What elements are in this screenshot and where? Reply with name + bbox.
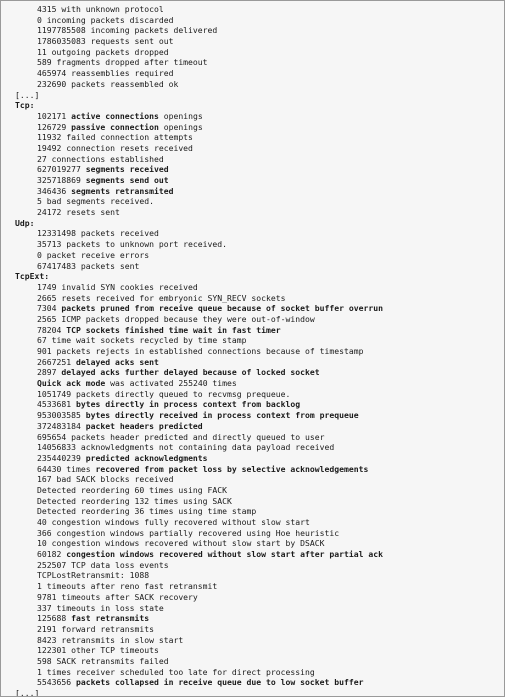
stat-line: 2191 forward retransmits	[37, 623, 154, 634]
stat-line: 2665 resets received for embryonic SYN_RECV sockets	[37, 292, 286, 303]
stat-prefix: 2667251	[37, 356, 76, 367]
stat-prefix: 627019277	[37, 164, 86, 175]
stat-line: 2565 ICMP packets dropped because they were out-of-window	[37, 313, 315, 324]
stat-prefix: 126729	[37, 121, 72, 132]
stat-emphasis: predicted acknowledgments	[85, 452, 208, 463]
stat-line: 167 bad SACK blocks received	[37, 474, 174, 485]
stat-line: Detected reordering 36 times using time stamp	[37, 506, 257, 517]
stat-line: Detected reordering 132 times using SACK	[37, 495, 232, 506]
stat-line: 67417483 packets sent	[37, 260, 140, 271]
stat-suffix: openings	[158, 110, 203, 121]
stat-line	[15, 325, 498, 336]
stat-line: 19492 connection resets received	[37, 142, 193, 153]
stat-line	[15, 453, 498, 464]
stat-line: 9781 timeouts after SACK recovery	[37, 591, 198, 602]
stat-line: 337 timeouts in loss state	[37, 602, 164, 613]
stat-line: 0 packet receive errors	[37, 249, 150, 260]
stat-line: 366 congestion windows partially recovered using Hoe heuristic	[37, 527, 340, 538]
stat-emphasis: active connections	[71, 110, 159, 121]
stat-line: 589 fragments dropped after timeout	[37, 57, 208, 68]
stat-prefix: 4533681	[37, 399, 76, 410]
stat-prefix: 7304	[37, 303, 62, 314]
stat-emphasis: bytes directly in process context from backlog	[75, 399, 301, 410]
stat-line	[15, 357, 498, 368]
stat-line: 35713 packets to unknown port received.	[37, 239, 228, 250]
stat-line: Detected reordering 60 times using FACK	[37, 484, 228, 495]
stat-line	[15, 164, 498, 175]
stat-line: TCPLostRetransmit: 1088	[37, 570, 150, 581]
stat-line	[15, 613, 498, 624]
netstat-statistics-listing	[15, 4, 498, 697]
stat-line: 598 SACK retransmits failed	[37, 655, 169, 666]
stat-prefix: 60182	[37, 549, 67, 560]
stat-line	[15, 378, 498, 389]
stat-line	[15, 175, 498, 186]
stat-line	[15, 399, 498, 410]
stat-line: 11 outgoing packets dropped	[37, 46, 169, 57]
stat-line: 4315 with unknown protocol	[37, 4, 164, 14]
stat-line: 695654 packets header predicted and directly queued to user	[37, 431, 325, 442]
stat-suffix: openings	[158, 121, 203, 132]
stat-emphasis: passive connection	[71, 121, 159, 132]
stat-prefix: 2897	[37, 367, 62, 378]
stat-line: 1197785508 incoming packets delivered	[37, 25, 218, 36]
stat-line: 465974 reassemblies required	[37, 68, 174, 79]
stat-emphasis: packet headers predicted	[85, 420, 203, 431]
stat-prefix: 5543656	[37, 677, 76, 688]
stat-line	[15, 677, 498, 688]
stat-line: 40 congestion windows fully recovered without slow start	[37, 517, 310, 527]
stat-line: 5 bad segments received.	[37, 196, 154, 207]
stat-line: 27 connections established	[37, 153, 164, 164]
section-header: Tcp:	[15, 100, 35, 111]
stat-emphasis: congestion windows recovered without slow start after partial ack	[66, 549, 383, 560]
stat-line: 67 time wait sockets recycled by time stamp	[37, 335, 247, 346]
stat-prefix: 78204	[37, 324, 67, 335]
stat-emphasis: segments send out	[85, 175, 169, 185]
stat-prefix: 64430 times	[37, 463, 96, 474]
stat-line	[15, 122, 498, 133]
stat-emphasis: packets collapsed in receive queue due to low socket buffer	[75, 677, 364, 688]
stat-emphasis: segments received	[85, 164, 169, 175]
section-header: Udp:	[15, 217, 35, 228]
stat-line: 1 timeouts after reno fast retransmit	[37, 581, 218, 592]
section-header: TcpExt:	[15, 271, 50, 282]
stat-line: 122301 other TCP timeouts	[37, 645, 159, 656]
stat-line: 11932 failed connection attempts	[37, 132, 193, 143]
stat-emphasis: TCP sockets finished time wait in fast timer	[66, 324, 281, 335]
ellipsis-marker: [...]	[15, 89, 40, 100]
stat-line	[15, 111, 498, 122]
stat-emphasis: bytes directly received in process context from prequeue	[85, 410, 359, 421]
stat-emphasis: recovered from packet loss by selective acknowledgements	[95, 463, 369, 474]
stat-line: 14056833 acknowledgments not containing data payload received	[37, 442, 335, 453]
stat-prefix: 325718869	[37, 175, 86, 185]
stat-line: 252507 TCP data loss events	[37, 559, 169, 570]
stat-line	[15, 186, 498, 197]
stat-prefix: 346436	[37, 185, 72, 196]
stat-line: 10 congestion windows recovered without slow start by DSACK	[37, 538, 325, 549]
stat-emphasis: packets pruned from receive queue because of socket buffer overrun	[61, 303, 383, 314]
stat-emphasis: segments retransmited	[71, 185, 174, 196]
stat-prefix: 102171	[37, 110, 72, 121]
stat-prefix: 235440239	[37, 452, 86, 463]
stat-line: 901 packets rejects in established connections because of timestamp	[37, 346, 364, 356]
stat-line: 1 times receiver scheduled too late for direct processing	[37, 666, 315, 677]
ellipsis-marker: [...]	[15, 688, 40, 697]
stat-line: 1749 invalid SYN cookies received	[37, 281, 198, 292]
stat-line: 0 incoming packets discarded	[37, 14, 174, 25]
stat-line	[15, 421, 498, 432]
stat-suffix: was activated 255240 times	[105, 378, 237, 389]
stat-prefix: 953003585	[37, 410, 86, 421]
stat-emphasis: Quick ack mode	[37, 378, 106, 389]
stat-line: 232690 packets reassembled ok	[37, 78, 179, 89]
stat-emphasis: fast retransmits	[71, 613, 150, 624]
stat-prefix: 372483184	[37, 420, 86, 431]
stat-prefix: 125688	[37, 613, 72, 624]
stat-emphasis: delayed acks further delayed because of locked socket	[61, 367, 320, 378]
stat-line	[15, 464, 498, 475]
stat-emphasis: delayed acks sent	[75, 356, 159, 367]
stat-line: 1051749 packets directly queued to recvmsg prequeue.	[37, 388, 291, 399]
stat-line	[15, 549, 498, 560]
stat-line: 24172 resets sent	[37, 207, 120, 218]
stat-line	[15, 410, 498, 421]
stat-line: 1786035083 requests sent out	[37, 36, 174, 47]
stat-line	[15, 303, 498, 314]
stat-line: 12331498 packets received	[37, 228, 159, 239]
stat-line: 8423 retransmits in slow start	[37, 634, 184, 645]
stat-line	[15, 367, 498, 378]
